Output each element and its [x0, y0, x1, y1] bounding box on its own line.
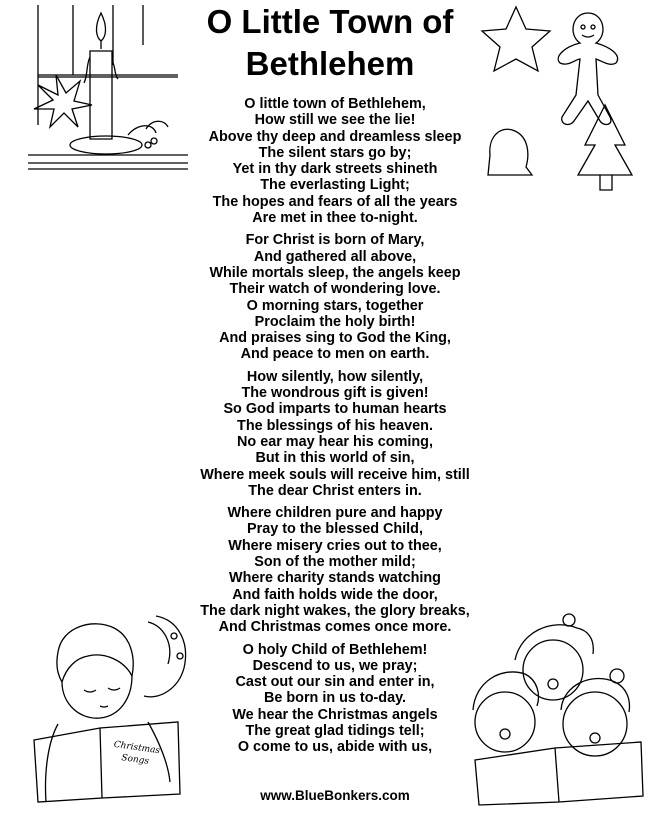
verse-line: Descend to us, we pray; [252, 657, 418, 674]
verse-line: No ear may hear his coming, [237, 433, 433, 450]
verse-line: And gathered all above, [253, 248, 417, 265]
child-face [62, 676, 132, 718]
songbook-title-line: Christmas [113, 739, 161, 757]
verse-line: We hear the Christmas angels [232, 706, 438, 723]
candle-window-illustration [28, 5, 188, 175]
wreath-berry-icon [171, 633, 177, 639]
verse-line: Son of the mother mild; [254, 554, 416, 571]
child-mouth-icon [100, 706, 108, 707]
verse-line: Where meek souls will receive him, still [200, 466, 470, 483]
verse-line: The everlasting Light; [260, 177, 410, 194]
verse-line: The great glad tidings tell; [245, 722, 425, 739]
verse-line: For Christ is born of Mary, [245, 232, 425, 249]
verse-line: How silently, how silently, [246, 368, 424, 385]
carolers-illustration [465, 610, 660, 805]
verse-line: Above thy deep and dreamless sleep [208, 128, 462, 145]
gingerbread-eye-icon [591, 25, 595, 29]
verse-line: Pray to the blessed Child, [247, 521, 423, 538]
verse [185, 369, 485, 499]
poinsettia-icon [34, 75, 92, 127]
verse-line: Yet in thy dark streets shineth [232, 161, 438, 178]
songbook-title-line: Songs [120, 753, 150, 767]
verse-line: And faith holds wide the door, [232, 586, 438, 603]
verse-line: So God imparts to human hearts [223, 401, 447, 418]
caroler-hat-icon [561, 678, 629, 712]
verse [185, 505, 485, 635]
verse-line: The dear Christ enters in. [248, 482, 422, 499]
caroler-hat-pompom-icon [610, 669, 624, 683]
candle-body [90, 51, 112, 139]
verse-line: But in this world of sin, [255, 450, 415, 467]
verse-line: Their watch of wondering love. [229, 281, 441, 298]
gingerbread-eye-icon [581, 25, 585, 29]
verse-line: And praises sing to God the King, [219, 330, 451, 347]
verse-line: The blessings of his heaven. [237, 417, 433, 434]
window-frame [38, 5, 178, 125]
verse-line: Be born in us to-day. [263, 690, 407, 707]
verse-line: While mortals sleep, the angels keep [209, 264, 461, 281]
verse [185, 642, 485, 756]
cookie-cutters-illustration [480, 5, 650, 200]
verse-line: How still we see the lie! [254, 112, 416, 129]
caroler-mouth-icon [590, 733, 600, 743]
site-url[interactable]: www.BlueBonkers.com [260, 788, 410, 803]
caroler-face [475, 692, 535, 752]
child-hair [57, 624, 133, 682]
verse-line: Where charity stands watching [229, 570, 441, 587]
child-eye-icon [84, 688, 120, 692]
wreath-berry-icon [177, 653, 183, 659]
gingerbread-man-icon [558, 13, 617, 124]
verse-line: The hopes and fears of all the years [212, 193, 458, 210]
holly-berry-icon [151, 138, 157, 144]
christmas-tree-cookie-icon [578, 105, 632, 190]
verse-line: Cast out our sin and enter in, [235, 674, 435, 691]
verse-line: And Christmas comes once more. [218, 619, 452, 636]
wreath-icon [144, 616, 186, 697]
verse-line: Where children pure and happy [227, 505, 443, 522]
bell-cookie-icon [488, 129, 532, 175]
caroler-hat-pompom-icon [563, 614, 575, 626]
verse-line: The wondrous gift is given! [241, 385, 429, 402]
holly-sprig-icon [128, 121, 168, 135]
verse-line: Proclaim the holy birth! [254, 313, 416, 330]
caroler-mouth-icon [548, 679, 558, 689]
verse-line: O come to us, abide with us, [237, 739, 433, 756]
caroler-face [523, 640, 583, 700]
page-title-line-2: Bethlehem [245, 45, 415, 82]
candle-flame [96, 13, 105, 41]
verse-line: O little town of Bethlehem, [244, 96, 426, 112]
page-title-line-1: O Little Town of [206, 3, 454, 40]
verse-line: The silent stars go by; [258, 144, 412, 161]
star-cookie-icon [482, 7, 550, 71]
holly-berry-icon [145, 142, 151, 148]
verse-line: Are met in thee to-night. [252, 210, 418, 227]
verse-line: O morning stars, together [246, 297, 424, 314]
gingerbread-smile-icon [582, 35, 594, 37]
window-sill [28, 155, 188, 169]
verse [185, 232, 485, 362]
poem-body [185, 96, 485, 762]
verse [185, 96, 485, 226]
child-with-songbook-illustration [28, 612, 203, 802]
caroler-mouth-icon [500, 729, 510, 739]
verse-line: O holy Child of Bethlehem! [242, 641, 428, 658]
verse-line: And peace to men on earth. [240, 346, 430, 363]
verse-line: The dark night wakes, the glory breaks, [200, 602, 470, 619]
verse-line: Where misery cries out to thee, [228, 537, 442, 554]
